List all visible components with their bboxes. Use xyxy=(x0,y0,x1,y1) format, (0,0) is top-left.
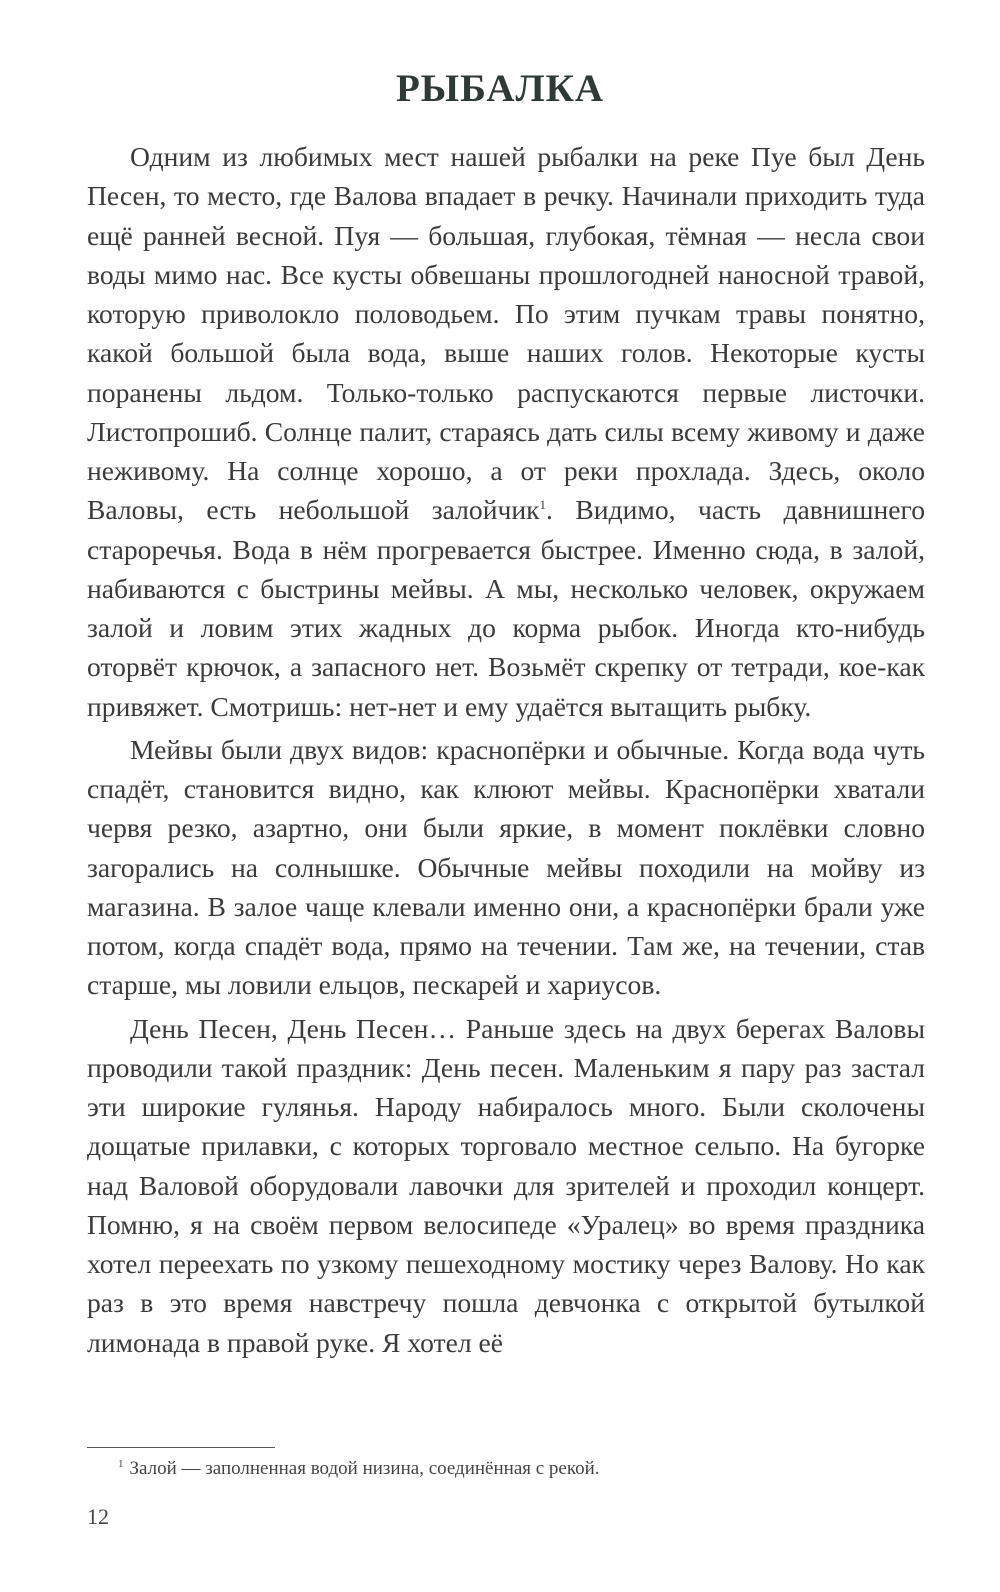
paragraph-1-text-a: Одним из любимых мест нашей рыбалки на реке Пуе был День Песен, то место, где Валова впадает в речку. Начинали приходить туда ещё ранней весной. Пуя — большая, глубокая, тёмная — несла свои воды мимо нас. Все кусты обвешаны прошлогодней наносной травой, которую приволокло половодьем. По этим пучкам травы понятно, какой большой была вода, выше наших голов. Некоторые кусты поранены льдом. Только-только распускаются первые листочки. Листопрошиб. Солнце палит, стараясь дать силы всему живому и даже неживому. На солнце хорошо, а от реки прохлада. Здесь, около Валовы, есть небольшой залойчик xyxy=(87,141,925,526)
footnote-divider xyxy=(87,1447,275,1448)
footnote xyxy=(118,1454,918,1484)
footnote-text: Залой — заполненная водой низина, соединённая с рекой. xyxy=(129,1458,600,1479)
body-text xyxy=(87,137,925,1362)
chapter-title: РЫБАЛКА xyxy=(395,67,605,110)
paragraph-2: Мейвы были двух видов: краснопёрки и обычные. Когда вода чуть спадёт, становится видно, как клюют мейвы. Краснопёрки хватали червя резко, азартно, они были яркие, в момент поклёвки словно загорались на солнышке. Обычные мейвы походили на мойву из магазина. В залое чаще клевали именно они, а краснопёрки брали уже потом, когда спадёт вода, прямо на течении. Там же, на течении, став старше, мы ловили ельцов, пескарей и хариусов. xyxy=(87,733,925,1001)
footnote-mark: 1 xyxy=(118,1457,124,1470)
page-number: 12 xyxy=(87,1504,109,1529)
footnote-reference: 1 xyxy=(539,497,547,513)
paragraph-3: День Песен, День Песен… Раньше здесь на двух берегах Валовы проводили такой праздник: День песен. Маленьким я пару раз застал эти широкие гулянья. Народу набиралось много. Были сколочены дощатые прилавки, с которых торговало местное сельпо. На бугорке над Валовой оборудовали лавочки для зрителей и проходил концерт. Помню, я на своём первом велосипеде «Уралец» во время праздника хотел переехать по узкому пешеходному мостику через Валову. Но как раз в это время навстречу пошла девчонка с открытой бутылкой лимонада в правой руке. Я хотел её xyxy=(87,1012,925,1358)
paragraph-1 xyxy=(87,137,925,726)
paragraph-1-text-b: . Видимо, часть давнишнего старoречья. Вода в нём прогревается быстрее. Именно сюда, в залой, набиваются с быстрины мейвы. А мы, несколько человек, окружаем залой и ловим этих жадных до корма рыбок. Иногда кто-нибудь оторвёт крючок, а запасного нет. Возьмёт скрепку от тетради, кое-как привяжет. Смотришь: нет-нет и ему удаётся вытащить рыбку. xyxy=(87,494,925,722)
